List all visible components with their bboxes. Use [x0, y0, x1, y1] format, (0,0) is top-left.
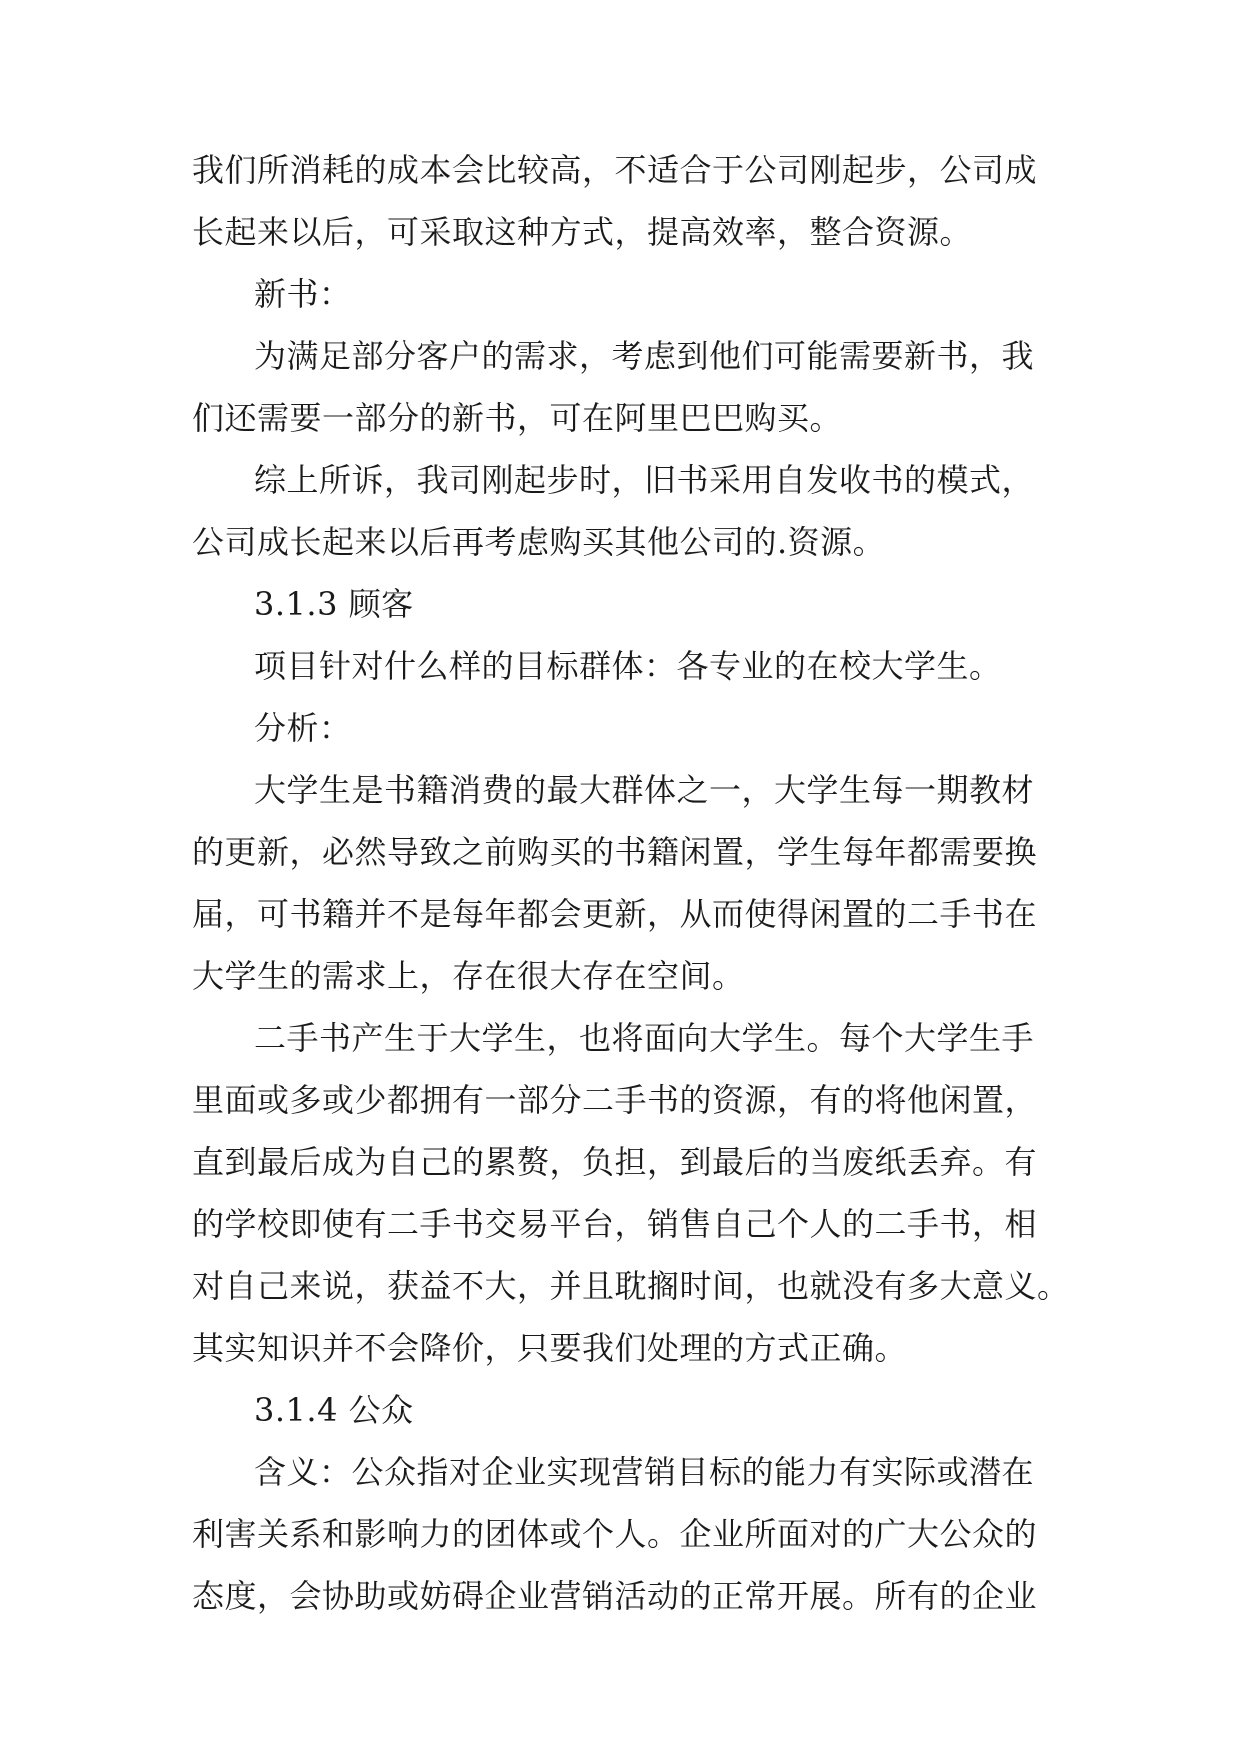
text-line: 大学生的需求上，存在很大存在空间。 [192, 957, 745, 995]
text-line: 届，可书籍并不是每年都会更新，从而使得闲置的二手书在 [192, 895, 1038, 933]
text-line: 我们所消耗的成本会比较高，不适合于公司刚起步，公司成 [192, 151, 1038, 189]
text-line: 态度，会协助或妨碍企业营销活动的正常开展。所有的企业 [192, 1577, 1038, 1615]
section-label: 分析： [254, 709, 352, 747]
text-line: 长起来以后，可采取这种方式，提高效率，整合资源。 [192, 213, 973, 251]
text-line: 对自己来说，获益不大，并且耽搁时间，也就没有多大意义。 [192, 1267, 1070, 1305]
text-line: 含义：公众指对企业实现营销目标的能力有实际或潜在 [254, 1453, 1035, 1491]
text-line: 利害关系和影响力的团体或个人。企业所面对的广大公众的 [192, 1515, 1038, 1553]
section-heading: 3.1.4 公众 [254, 1391, 414, 1429]
text-line: 直到最后成为自己的累赘，负担，到最后的当废纸丢弃。有 [192, 1143, 1038, 1181]
text-line: 公司成长起来以后再考虑购买其他公司的.资源。 [192, 523, 886, 561]
text-line: 其实知识并不会降价，只要我们处理的方式正确。 [192, 1329, 908, 1367]
text-line: 大学生是书籍消费的最大群体之一，大学生每一期教材 [254, 771, 1035, 809]
text-line: 为满足部分客户的需求，考虑到他们可能需要新书，我 [254, 337, 1035, 375]
text-line: 里面或多或少都拥有一部分二手书的资源，有的将他闲置， [192, 1081, 1038, 1119]
text-line: 综上所诉，我司刚起步时，旧书采用自发收书的模式， [254, 461, 1035, 499]
text-line: 的学校即使有二手书交易平台，销售自己个人的二手书，相 [192, 1205, 1038, 1243]
text-line: 们还需要一部分的新书，可在阿里巴巴购买。 [192, 399, 843, 437]
text-line: 的更新，必然导致之前购买的书籍闲置，学生每年都需要换 [192, 833, 1038, 871]
section-label: 新书： [254, 275, 352, 313]
section-heading: 3.1.3 顾客 [254, 585, 414, 623]
text-line: 项目针对什么样的目标群体：各专业的在校大学生。 [254, 647, 1002, 685]
text-line: 二手书产生于大学生，也将面向大学生。每个大学生手 [254, 1019, 1035, 1057]
